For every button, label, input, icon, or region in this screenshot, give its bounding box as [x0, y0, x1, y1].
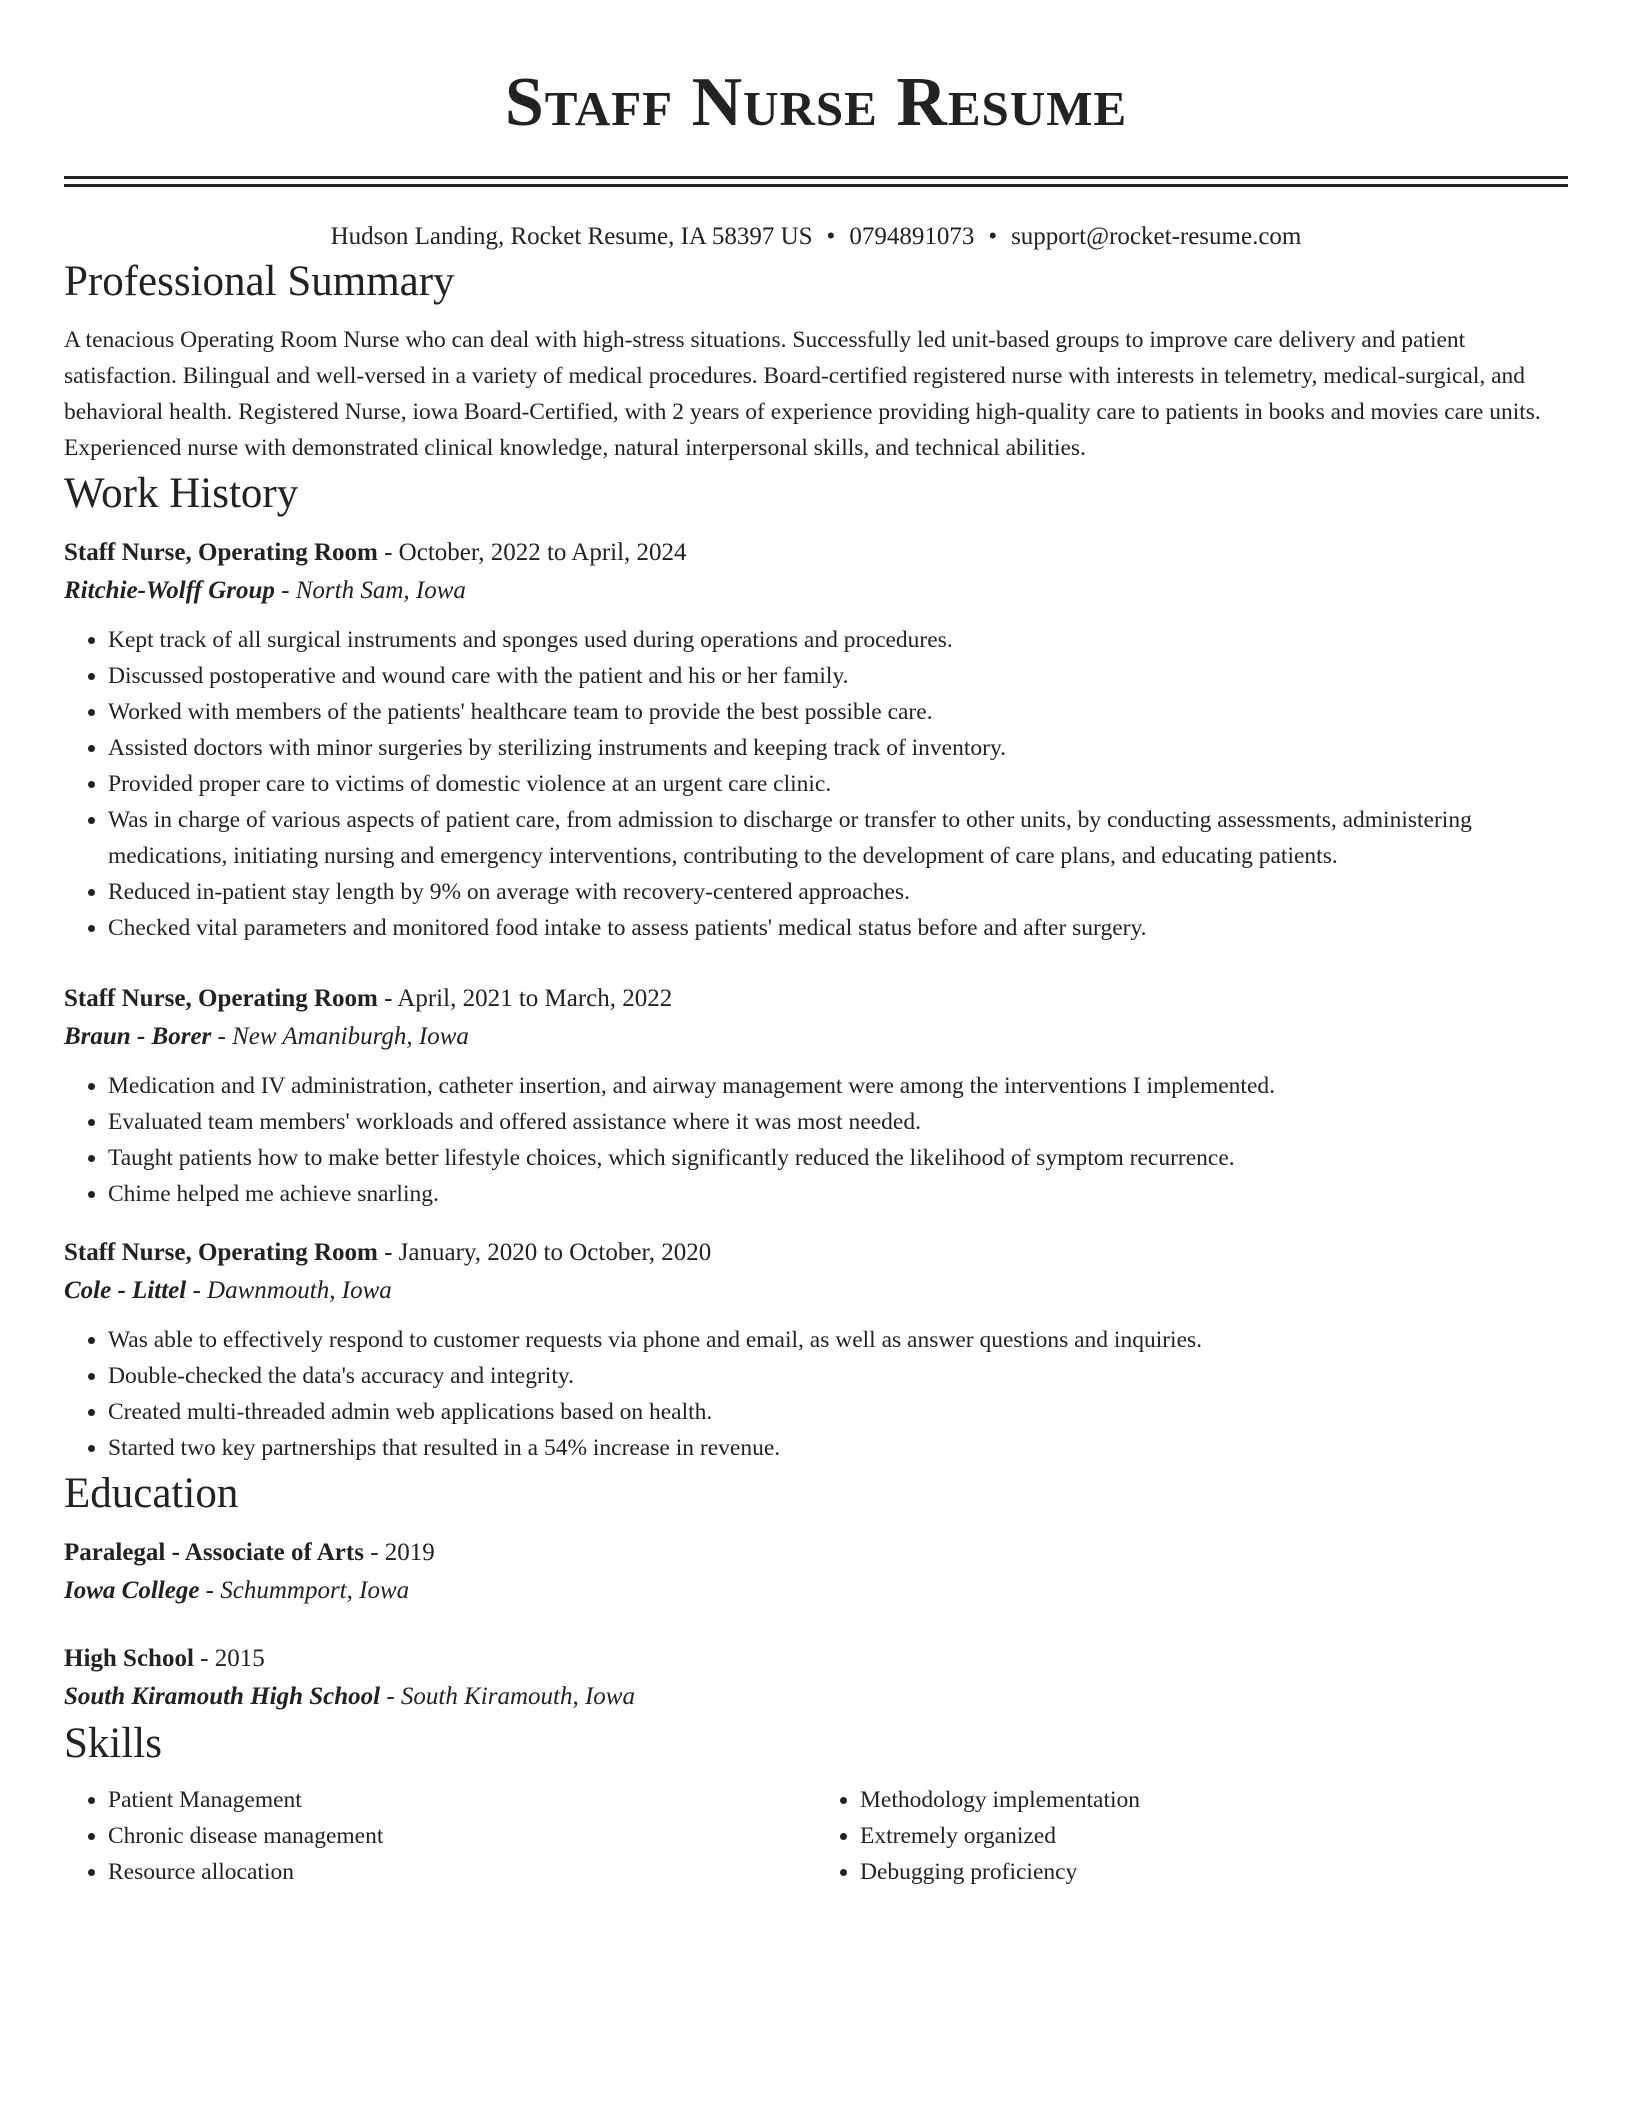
degree-name: High School [64, 1645, 194, 1672]
job-title-line [64, 1234, 1568, 1272]
job-title-line [64, 980, 1568, 1018]
skills-column-left [64, 1782, 816, 1890]
skills-heading: Skills [64, 1720, 162, 1767]
job-title-line [64, 534, 1568, 572]
employer-line [64, 1018, 1568, 1056]
skills-list [816, 1782, 1568, 1890]
contact-email: support@rocket-resume.com [1011, 223, 1302, 250]
skill-item: • Patient Management [108, 1782, 816, 1818]
employer-line [64, 1272, 1568, 1310]
skill-item: • Chronic disease management [108, 1818, 816, 1854]
skill-item: • Methodology implementation [860, 1782, 1568, 1818]
degree-name: Paralegal - Associate of Arts [64, 1539, 364, 1566]
list-item: • Checked vital parameters and monitored food intake to assess patients' medical status before and after surgery. [108, 910, 1568, 946]
list-item: • Medication and IV administration, catheter insertion, and airway management were among the interventions I implemented. [108, 1068, 1568, 1104]
school-name: Iowa College [64, 1577, 200, 1604]
list-item: • Kept track of all surgical instruments and sponges used during operations and procedures. [108, 622, 1568, 658]
employer-location: - New Amaniburgh, Iowa [211, 1023, 469, 1050]
job-entry [64, 534, 1568, 946]
skill-item: • Extremely organized [860, 1818, 1568, 1854]
school-line [64, 1572, 1568, 1610]
job-duties-list [64, 1068, 1568, 1212]
summary-text: A tenacious Operating Room Nurse who can deal with high-stress situations. Successfully led unit-based groups to improve care delivery and patient satisfaction. Bilingual and well-versed in a variety of medical procedures. Board-certified registered nurse with interests in telemetry, medical-surgical, and behavioral health. Registered Nurse, iowa Board-Certified, with 2 years of experience providing high-quality care to patients in books and movies care units. Experienced nurse with demonstrated clinical knowledge, natural interpersonal skills, and technical abilities. [64, 327, 1541, 461]
list-item: • Reduced in-patient stay length by 9% on average with recovery-centered approaches. [108, 874, 1568, 910]
employer-line [64, 572, 1568, 610]
degree-line [64, 1534, 1568, 1572]
contact-address: Hudson Landing, Rocket Resume, IA 58397 US [330, 223, 813, 250]
list-item: • Double-checked the data's accuracy and integrity. [108, 1358, 1568, 1394]
list-item: • Worked with members of the patients' healthcare team to provide the best possible care. [108, 694, 1568, 730]
skills-list [64, 1782, 816, 1890]
school-location: - South Kiramouth, Iowa [380, 1683, 635, 1710]
graduation-year: - 2015 [193, 1645, 265, 1672]
skill-item: • Debugging proficiency [860, 1854, 1568, 1890]
employer-name: Ritchie-Wolff Group [64, 577, 275, 604]
school-location: - Schummport, Iowa [199, 1577, 410, 1604]
school-line [64, 1678, 1568, 1716]
graduation-year: - 2019 [363, 1539, 435, 1566]
education-entry [64, 1534, 1568, 1610]
employer-name: Braun - Borer [64, 1023, 212, 1050]
job-entry [64, 980, 1568, 1212]
education-heading: Education [64, 1470, 239, 1517]
degree-line [64, 1640, 1568, 1678]
job-dates: - April, 2021 to March, 2022 [377, 985, 673, 1012]
skills-grid [64, 1782, 1568, 1890]
list-item: • Evaluated team members' workloads and offered assistance where it was most needed. [108, 1104, 1568, 1140]
resume-title: Staff Nurse Resume [504, 64, 1128, 141]
contact-separator: • [988, 223, 998, 250]
list-item: • Assisted doctors with minor surgeries by sterilizing instruments and keeping track of inventory. [108, 730, 1568, 766]
title-divider [64, 176, 1568, 187]
job-title: Staff Nurse, Operating Room [64, 1239, 378, 1266]
contact-phone: 0794891073 [849, 223, 975, 250]
list-item: • Taught patients how to make better lifestyle choices, which significantly reduced the likelihood of symptom recurrence. [108, 1140, 1568, 1176]
summary-heading: Professional Summary [64, 258, 455, 305]
skill-item: • Resource allocation [108, 1854, 816, 1890]
education-entry [64, 1640, 1568, 1716]
job-title: Staff Nurse, Operating Room [64, 985, 378, 1012]
school-name: South Kiramouth High School [64, 1683, 381, 1710]
list-item: • Started two key partnerships that resulted in a 54% increase in revenue. [108, 1430, 1568, 1466]
employer-location: - Dawnmouth, Iowa [186, 1277, 392, 1304]
skills-column-right [816, 1782, 1568, 1890]
job-entry [64, 1234, 1568, 1466]
list-item: • Created multi-threaded admin web applications based on health. [108, 1394, 1568, 1430]
work-history-heading: Work History [64, 470, 299, 517]
job-title: Staff Nurse, Operating Room [64, 539, 378, 566]
list-item: • Provided proper care to victims of domestic violence at an urgent care clinic. [108, 766, 1568, 802]
employer-location: - North Sam, Iowa [274, 577, 466, 604]
job-dates: - January, 2020 to October, 2020 [377, 1239, 712, 1266]
job-duties-list [64, 1322, 1568, 1466]
list-item: • Was able to effectively respond to customer requests via phone and email, as well as answer questions and inquiries. [108, 1322, 1568, 1358]
list-item: • Chime helped me achieve snarling. [108, 1176, 1568, 1212]
job-dates: - October, 2022 to April, 2024 [377, 539, 687, 566]
list-item: • Discussed postoperative and wound care with the patient and his or her family. [108, 658, 1568, 694]
employer-name: Cole - Littel [64, 1277, 187, 1304]
contact-line [64, 220, 1568, 254]
job-duties-list [64, 622, 1568, 946]
list-item: • Was in charge of various aspects of patient care, from admission to discharge or transfer to other units, by conducting assessments, administering medications, initiating nursing and emergency interventions, contributing to the development of care plans, and educating patients. [108, 802, 1568, 874]
contact-separator: • [826, 223, 836, 250]
